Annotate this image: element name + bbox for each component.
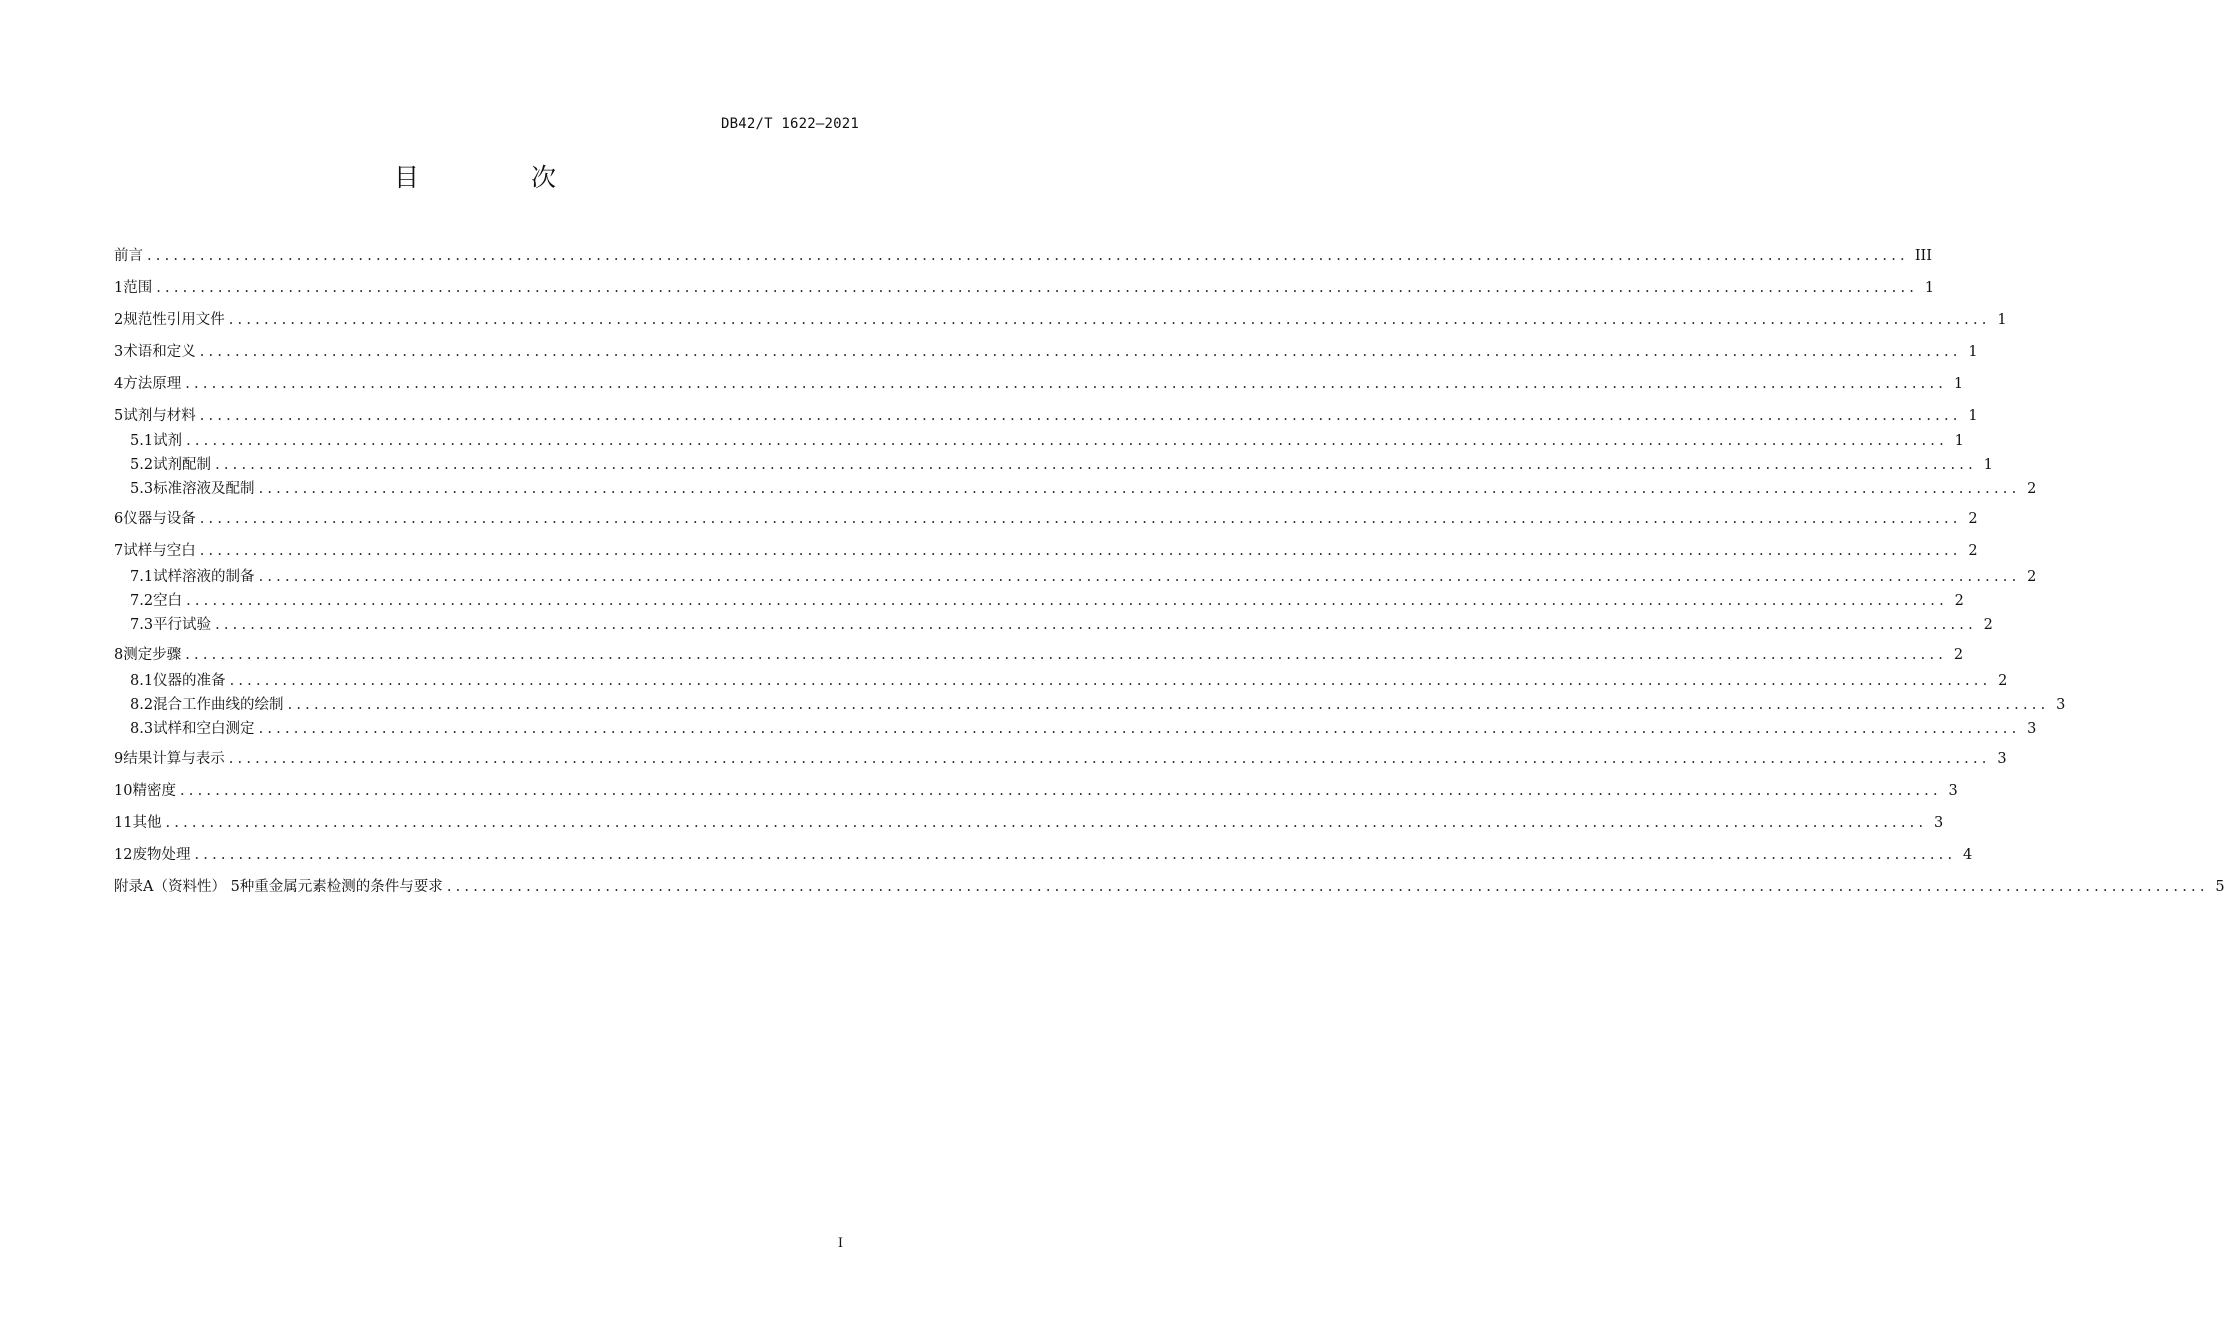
toc-entry[interactable]	[114, 844, 1973, 866]
toc-entry-page: 4	[1963, 847, 1973, 863]
toc-entry-title: 平行试验	[153, 617, 212, 633]
toc-entry-number: 4	[114, 376, 124, 392]
toc-entry-number: 11	[114, 815, 133, 831]
toc-entry-page: 3	[2027, 721, 2037, 737]
toc-entry-title: 试样溶液的制备	[153, 569, 255, 585]
toc-entry[interactable]	[114, 277, 1935, 299]
toc-entry-title: 废物处理	[132, 847, 191, 863]
toc-entry-title: 标准溶液及配制	[153, 481, 255, 497]
toc-entry-page: 3	[1948, 783, 1958, 799]
toc-entry-page: 2	[1998, 673, 2008, 689]
document-code: DB42/T 1622—2021	[720, 116, 859, 132]
toc-entry-page: 1	[1983, 457, 1993, 473]
toc-entry-number: 8.3	[130, 721, 154, 737]
toc-entry-title: 试样和空白测定	[153, 721, 255, 737]
toc-entry-number: 7.1	[130, 569, 154, 585]
toc-entry-title: 仪器的准备	[153, 673, 226, 689]
toc-entry-number: 5.3	[130, 481, 154, 497]
page-number: I	[837, 1236, 843, 1251]
toc-entry-title: 试剂与材料	[123, 408, 196, 424]
toc-entry[interactable]	[130, 614, 1993, 636]
toc-entry[interactable]	[114, 748, 2007, 770]
toc-leader-dots: ........................................................................................................................................................................................................	[156, 280, 1919, 296]
toc-entry-title: 附录A（资料性） 5种重金属元素检测的条件与要求	[114, 879, 443, 895]
toc-entry-number: 7.2	[130, 593, 154, 609]
toc-leader-dots: ........................................................................................................................................................................................................	[228, 751, 1991, 767]
toc-entry-title: 空白	[153, 593, 183, 609]
toc-entry-page: 1	[1968, 344, 1978, 360]
toc-entry[interactable]	[114, 644, 1964, 666]
toc-entry[interactable]	[130, 430, 1964, 452]
toc-entry-page: 2	[2027, 569, 2037, 585]
toc-entry[interactable]	[114, 812, 1944, 834]
toc-entry[interactable]	[130, 718, 2037, 740]
toc-entry-number: 10	[114, 783, 133, 799]
toc-leader-dots: ........................................................................................................................................................................................................	[185, 647, 1948, 663]
toc-entry-page: 1	[1954, 433, 1964, 449]
toc-leader-dots: ........................................................................................................................................................................................................	[258, 721, 2021, 737]
toc-leader-dots: ........................................................................................................................................................................................................	[199, 543, 1962, 559]
toc-entry-title: 方法原理	[123, 376, 182, 392]
toc-entry[interactable]	[114, 405, 1978, 427]
toc-entry[interactable]	[114, 245, 1933, 267]
toc-entry-title: 其他	[132, 815, 162, 831]
toc-entry-number: 5.1	[130, 433, 154, 449]
toc-entry-page: 1	[1953, 376, 1964, 392]
toc-leader-dots: ........................................................................................................................................................................................................	[186, 433, 1948, 449]
toc-entry[interactable]	[114, 373, 1964, 395]
toc-entry-number: 6	[114, 511, 124, 527]
toc-entry-page: III	[1914, 248, 1933, 264]
toc-entry-page: 2	[1953, 647, 1964, 663]
toc-entry-page: 2	[1968, 511, 1978, 527]
toc-entry-title: 试样与空白	[123, 543, 196, 559]
toc-leader-dots: ........................................................................................................................................................................................................	[165, 815, 1928, 831]
toc-entry-title: 前言	[114, 248, 143, 264]
toc-leader-dots: ........................................................................................................................................................................................................	[229, 673, 1992, 689]
toc-leader-dots: ........................................................................................................................................................................................................	[215, 617, 1977, 633]
toc-entry-page: 3	[1934, 815, 1944, 831]
toc-entry[interactable]	[130, 566, 2037, 588]
toc-entry-title: 结果计算与表示	[123, 751, 225, 767]
toc-entry-number: 8	[114, 647, 124, 663]
toc-entry-title: 测定步骤	[123, 647, 182, 663]
toc-entry-number: 7.3	[130, 617, 154, 633]
toc-leader-dots: ........................................................................................................................................................................................................	[215, 457, 1977, 473]
toc-entry-number: 12	[114, 847, 133, 863]
toc-entry-title: 精密度	[132, 783, 176, 799]
toc-entry[interactable]	[114, 508, 1978, 530]
toc-leader-dots: ........................................................................................................................................................................................................	[194, 847, 1957, 863]
toc-entry-page: 1	[1997, 312, 2007, 328]
toc-entry-page: 5	[2215, 879, 2225, 895]
toc-entry-title: 试剂	[153, 433, 183, 449]
toc-entry-number: 2	[114, 312, 124, 328]
toc-leader-dots: ........................................................................................................................................................................................................	[185, 376, 1948, 392]
toc-entry[interactable]	[114, 540, 1978, 562]
toc-leader-dots: ........................................................................................................................................................................................................	[199, 408, 1962, 424]
toc-entry-page: 2	[1983, 617, 1993, 633]
toc-entry-number: 9	[114, 751, 124, 767]
toc-entry-page: 2	[1968, 543, 1978, 559]
toc-entry-number: 5.2	[130, 457, 154, 473]
toc-entry[interactable]	[114, 876, 2225, 898]
toc-title: 目 次	[394, 163, 608, 192]
toc-entry-page: 3	[2056, 697, 2066, 713]
toc-entry-title: 混合工作曲线的绘制	[153, 697, 284, 713]
toc-entry-title: 术语和定义	[123, 344, 196, 360]
toc-entry-page: 2	[1954, 593, 1964, 609]
toc-entry-number: 3	[114, 344, 124, 360]
toc-leader-dots: ........................................................................................................................................................................................................	[179, 783, 1942, 799]
toc-entry[interactable]	[114, 780, 1958, 802]
toc-entry-page: 1	[1968, 408, 1978, 424]
toc-entry-number: 8.1	[130, 673, 154, 689]
toc-leader-dots: ........................................................................................................................................................................................................	[258, 481, 2021, 497]
toc-leader-dots: ........................................................................................................................................................................................................	[199, 344, 1962, 360]
toc-entry[interactable]	[130, 694, 2066, 716]
toc-entry[interactable]	[130, 478, 2037, 500]
toc-entry-page: 2	[2027, 481, 2037, 497]
toc-entry-number: 8.2	[130, 697, 154, 713]
toc-entry-page: 1	[1924, 280, 1935, 296]
toc-entry-number: 5	[114, 408, 124, 424]
toc-leader-dots: ........................................................................................................................................................................................................	[186, 593, 1948, 609]
toc-entry-number: 1	[114, 280, 124, 296]
toc-leader-dots: ........................................................................................................................................................................................................	[228, 312, 1991, 328]
toc-entry-number: 7	[114, 543, 124, 559]
toc-entry-title: 仪器与设备	[123, 511, 196, 527]
toc-leader-dots: ........................................................................................................................................................................................................	[199, 511, 1962, 527]
toc-entry-title: 试剂配制	[153, 457, 212, 473]
toc-leader-dots: ........................................................................................................................................................................................................	[147, 248, 1909, 264]
toc-entry[interactable]	[114, 341, 1978, 363]
toc-leader-dots: ........................................................................................................................................................................................................	[258, 569, 2021, 585]
toc-leader-dots: ........................................................................................................................................................................................................	[287, 697, 2050, 713]
toc-entry-title: 范围	[123, 280, 153, 296]
toc-leader-dots: ........................................................................................................................................................................................................	[446, 879, 2209, 895]
toc-entry-page: 3	[1997, 751, 2007, 767]
toc-entry[interactable]	[130, 590, 1964, 612]
toc-entry[interactable]	[130, 670, 2008, 692]
toc-entry[interactable]	[114, 309, 2007, 331]
toc-entry[interactable]	[130, 454, 1993, 476]
toc-entry-title: 规范性引用文件	[123, 312, 225, 328]
